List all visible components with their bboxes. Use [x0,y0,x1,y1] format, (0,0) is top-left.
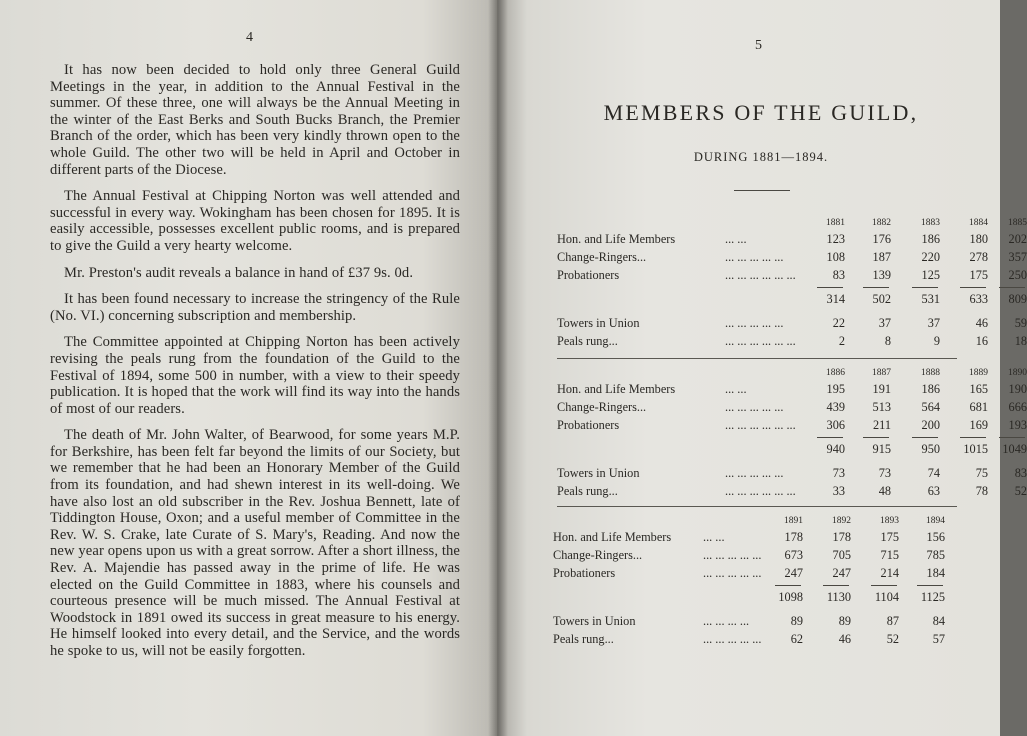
table-cell: 84 [932,614,945,628]
table-cell: 193 [1008,418,1027,432]
table-cell: 306 [826,418,845,432]
table-cell: 48 [878,484,891,498]
table-cell: 83 [832,268,845,282]
row-label: Change-Ringers... [557,250,647,264]
table-cell: 200 [921,418,940,432]
row-label: Hon. and Life Members [553,530,672,544]
row-label: Towers in Union [557,466,640,480]
table-cell: 57 [932,632,945,646]
table-cell: 83 [1014,466,1027,480]
total-cell: 633 [969,292,988,306]
table-cell: 156 [926,530,945,544]
table-cell: 175 [969,268,988,282]
table-cell: 513 [872,400,891,414]
table-cell: 46 [838,632,851,646]
row-label: Hon. and Life Members [557,232,676,246]
total-cell: 950 [921,442,940,456]
year-header: 1894 [926,516,945,526]
total-cell: 1125 [920,590,945,604]
row-label: Change-Ringers... [553,548,643,562]
dot-leader: ... ... [725,382,747,396]
membership-table-1881-1885 [557,218,1027,358]
table-cell: 191 [872,382,891,396]
table-cell: 186 [921,382,940,396]
sum-rule [999,287,1025,288]
table-cell: 220 [921,250,940,264]
membership-table-1891-1894 [553,516,993,656]
table-cell: 59 [1014,316,1027,330]
year-header: 1883 [921,218,940,228]
table-cell: 169 [969,418,988,432]
table-cell: 22 [832,316,845,330]
paragraph: Mr. Preston's audit reveals a balance in hand of £37 9s. 0d. [64,264,414,281]
table-cell: 125 [921,268,940,282]
table-cell: 18 [1014,334,1027,348]
table-cell: 78 [975,484,988,498]
dot-leader: ... ... ... ... ... [725,250,784,264]
table-cell: 16 [975,334,988,348]
year-header: 1887 [872,368,891,378]
paragraph: The Committee appointed at Chipping Norton has been actively revising the peals rung from the foundation of the Guild to the Festival of 1894, some 500 in number, with a view to their speedy publication. It is hoped that the work will find its way into the hands of most of our readers. [50,334,460,417]
paragraph: The death of Mr. John Walter, of Bearwood, for some years M.P. for Berkshire, has been felt far beyond the limits of our Society, but we remember that he had been an Honorary Member of the Guild from its foundation, and had shewn interest in its well-doing. We have also lost an old subscriber in the Rev. Joshua Bennett, late of Tiddington House, Oxon; and a useful member of Committee in the Rev. W. S. Crake, late Curate of S. Mary's, Reading. And now the new year opens upon us with a great sorrow. After a short illness, the Rev. A. Majendie has passed away in the prime of life. He was elected on the Guild Committee in 1883, where his counsels and courteous presence will be much missed. The Annual Festival at Woodstock in 1891 owed its success in great measure to his energy. He himself looked into every detail, and the Service, and the words he spoke to us, will not be easily forgotten. [50,427,460,659]
year-header: 1881 [826,218,845,228]
year-header: 1891 [784,516,803,526]
row-label: Towers in Union [553,614,636,628]
table-cell: 52 [886,632,899,646]
year-header: 1885 [1008,218,1027,228]
body-text [50,62,460,670]
table-cell: 214 [880,566,899,580]
row-label: Peals rung... [553,632,614,646]
total-cell: 531 [921,292,940,306]
book-gutter [488,0,508,736]
table-cell: 108 [826,250,845,264]
table-cell: 278 [969,250,988,264]
row-label: Probationers [557,268,620,282]
table-cell: 673 [784,548,803,562]
dot-leader: ... ... ... ... ... [703,548,762,562]
table-cell: 666 [1008,400,1027,414]
table-cell: 184 [926,566,945,580]
total-cell: 1015 [963,442,988,456]
page-title: MEMBERS OF THE GUILD, [603,100,919,125]
page-subtitle: DURING 1881—1894. [693,150,829,164]
table-cell: 178 [832,530,851,544]
dot-leader: ... ... ... ... ... [725,400,784,414]
table-cell: 250 [1008,268,1027,282]
table-cell: 180 [969,232,988,246]
table-cell: 46 [975,316,988,330]
year-header: 1890 [1008,368,1027,378]
sum-rule [817,437,843,438]
sum-rule [917,585,943,586]
year-header: 1889 [969,368,988,378]
page-number-left: 4 [246,30,253,45]
sum-rule [823,585,849,586]
total-cell: 1098 [778,590,803,604]
dot-leader: ... ... ... ... ... [703,632,762,646]
title-rule [734,190,790,191]
total-cell: 1104 [874,590,899,604]
table-cell: 211 [873,418,891,432]
total-cell: 1130 [826,590,851,604]
table-cell: 62 [790,632,803,646]
table-cell: 247 [784,566,803,580]
dot-leader: ... ... [725,232,747,246]
table-cell: 123 [826,232,845,246]
row-label: Hon. and Life Members [557,382,676,396]
dot-leader: ... ... [703,530,725,544]
row-label: Peals rung... [557,334,618,348]
year-header: 1888 [921,368,940,378]
sum-rule [960,437,986,438]
table-cell: 74 [927,466,940,480]
table-cell: 52 [1014,484,1027,498]
total-cell: 502 [872,292,891,306]
table-cell: 165 [969,382,988,396]
year-header: 1893 [880,516,899,526]
table-cell: 139 [872,268,891,282]
dot-leader: ... ... ... ... ... [703,566,762,580]
table-cell: 187 [872,250,891,264]
table-cell: 89 [790,614,803,628]
page-number-right: 5 [755,38,762,53]
paragraph: It has now been decided to hold only three General Guild Meetings in the year, in addition to the Annual Festival in the summer. Of these three, one will always be the Annual Meeting in the winter of the East Berks and South Bucks Branch, the Premier Branch of the order, which has been very kindly thrown open to the whole Guild. The other two will be held in April and October in different parts of the Diocese. [50,62,460,178]
year-header: 1886 [826,368,845,378]
dot-leader: ... ... ... ... ... ... [725,334,796,348]
sum-rule [775,585,801,586]
row-label: Peals rung... [557,484,618,498]
dot-leader: ... ... ... ... ... [725,316,784,330]
table-cell: 8 [884,334,891,348]
table-cell: 247 [832,566,851,580]
dot-leader: ... ... ... ... ... [725,466,784,480]
table-cell: 178 [784,530,803,544]
table-cell: 33 [832,484,845,498]
table-cell: 176 [872,232,891,246]
sum-rule [999,437,1025,438]
dot-leader: ... ... ... ... ... ... [725,268,796,282]
table-cell: 190 [1008,382,1027,396]
table-cell: 63 [927,484,940,498]
sum-rule [863,287,889,288]
table-cell: 37 [927,316,940,330]
table-cell: 715 [880,548,899,562]
row-label: Probationers [557,418,620,432]
table-cell: 175 [880,530,899,544]
year-header: 1884 [969,218,988,228]
total-cell: 1049 [1002,442,1027,456]
right-page [497,0,1027,736]
sum-rule [871,585,897,586]
row-label: Probationers [553,566,616,580]
table-cell: 87 [886,614,899,628]
left-page [0,0,497,736]
paragraph: The Annual Festival at Chipping Norton was well attended and successful in every way. Wokingham has been chosen for 1895. It is easily accessible, possesses excellent public rooms, and is prepared to give the Guild a very hearty welcome. [50,188,460,254]
table-cell: 9 [933,334,940,348]
table-cell: 2 [838,334,845,348]
table-cell: 73 [832,466,845,480]
sum-rule [912,437,938,438]
row-label: Towers in Union [557,316,640,330]
table-cell: 37 [878,316,891,330]
sum-rule [912,287,938,288]
paragraph: It has been found necessary to increase the stringency of the Rule (No. VI.) concerning subscription and membership. [50,291,460,324]
dot-leader: ... ... ... ... ... ... [725,484,796,498]
total-cell: 915 [872,442,891,456]
table-cell: 202 [1008,232,1027,246]
table-cell: 705 [832,548,851,562]
total-cell: 314 [826,292,845,306]
row-label: Change-Ringers... [557,400,647,414]
dot-leader: ... ... ... ... [703,614,750,628]
table-cell: 681 [969,400,988,414]
total-cell: 809 [1008,292,1027,306]
total-cell: 940 [826,442,845,456]
section-divider [557,506,957,507]
dot-leader: ... ... ... ... ... ... [725,418,796,432]
table-cell: 357 [1008,250,1027,264]
section-divider [557,358,957,359]
table-cell: 89 [838,614,851,628]
sum-rule [863,437,889,438]
table-cell: 564 [921,400,940,414]
table-cell: 75 [975,466,988,480]
table-cell: 73 [878,466,891,480]
sum-rule [960,287,986,288]
year-header: 1882 [872,218,891,228]
year-header: 1892 [832,516,851,526]
sum-rule [817,287,843,288]
table-cell: 195 [826,382,845,396]
table-cell: 186 [921,232,940,246]
table-cell: 439 [826,400,845,414]
table-cell: 785 [926,548,945,562]
membership-table-1886-1890 [557,368,1027,508]
